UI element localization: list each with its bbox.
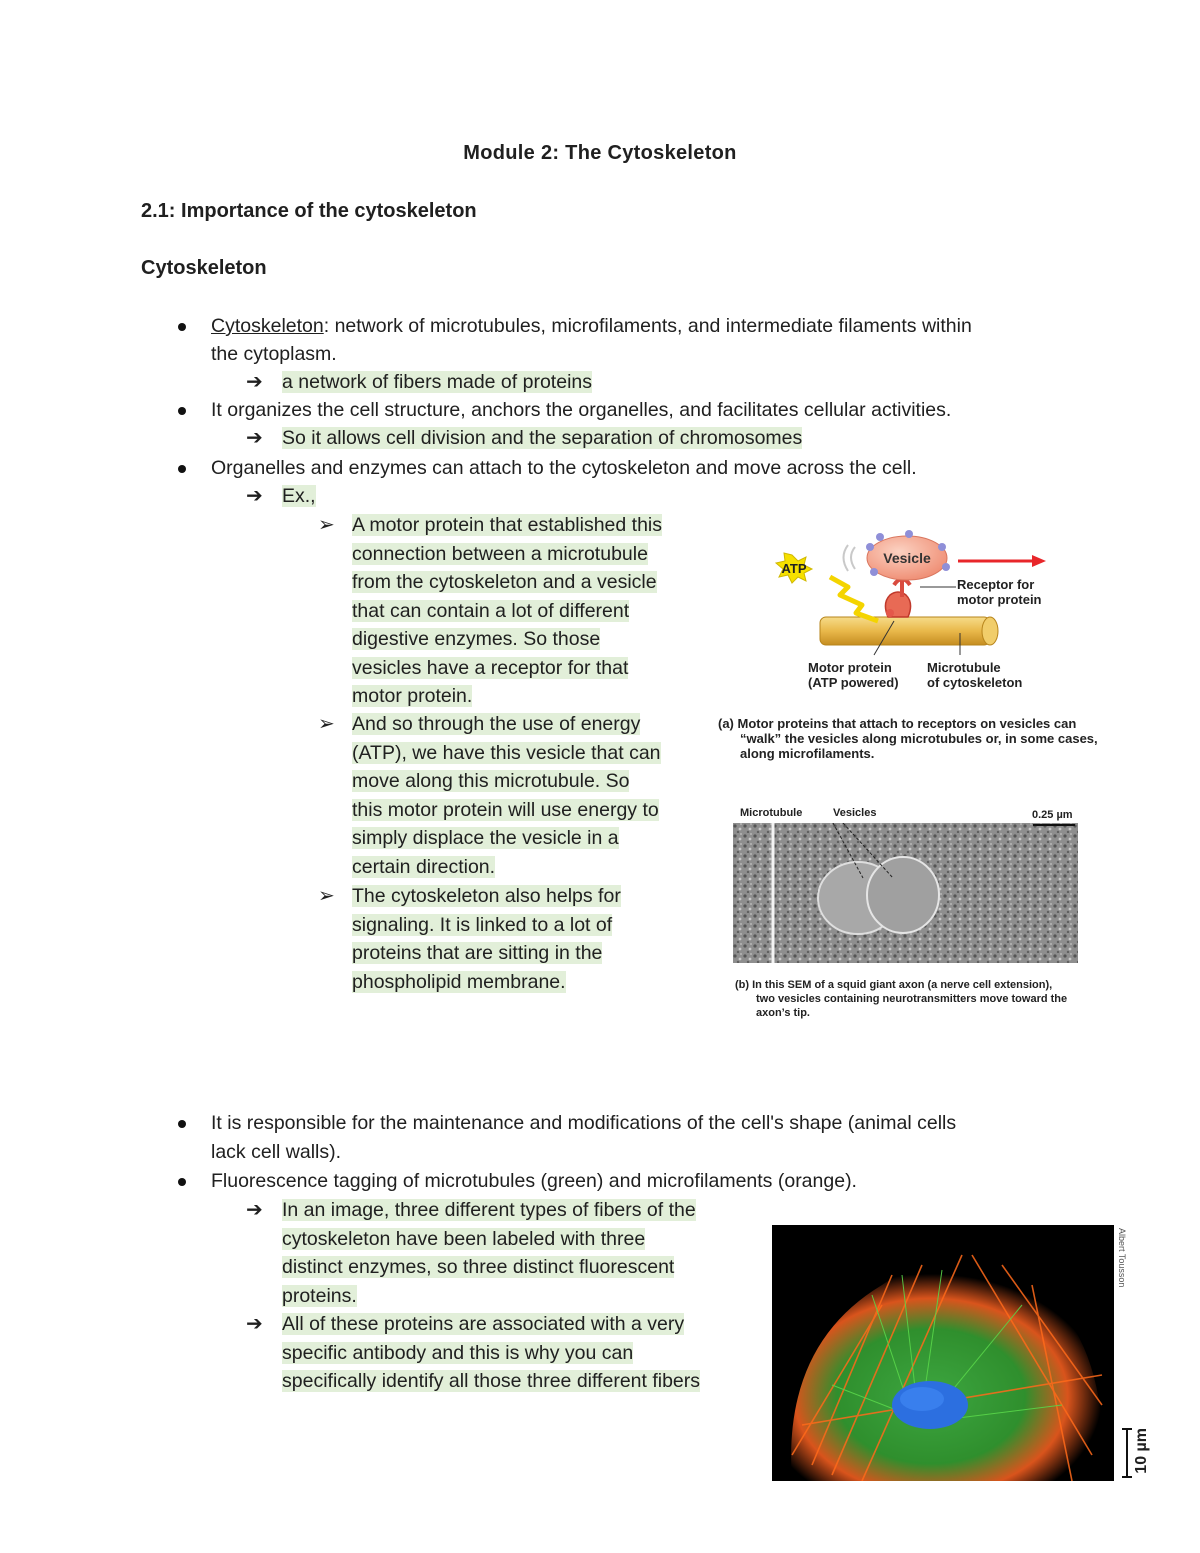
arrow-icon: ➔ xyxy=(246,1199,263,1221)
sem-image xyxy=(733,823,1078,963)
bullet-dot xyxy=(178,465,186,473)
highlighted-note: Ex., xyxy=(282,485,316,507)
list-item xyxy=(211,312,972,341)
example-line: digestive enzymes. So those xyxy=(352,628,601,650)
list-item: It organizes the cell structure, anchors the organelles, and facilitates cellular activities. xyxy=(211,399,952,421)
example-line: simply displace the vesicle in a xyxy=(352,827,619,849)
subsection-heading: Cytoskeleton xyxy=(141,257,267,279)
sem-microtubule-label: Microtubule xyxy=(740,807,803,819)
scale-label: 10 µm xyxy=(1133,1428,1150,1474)
arrow-icon: ➔ xyxy=(246,485,263,507)
example-block-3 xyxy=(352,882,621,996)
note-line: proteins. xyxy=(282,1284,357,1307)
bullet-dot xyxy=(178,407,186,415)
highlighted-note: So it allows cell division and the separation of chromosomes xyxy=(282,427,803,449)
note-block-2 xyxy=(282,1310,700,1396)
page-title: Module 2: The Cytoskeleton xyxy=(463,142,737,164)
figure-a-caption: (a) Motor proteins that attach to receptors on vesicles can “walk” the vesicles along microtubules or, in some cases, along microfilaments. xyxy=(718,716,1098,761)
highlighted-note: a network of fibers made of proteins xyxy=(282,371,592,393)
list-item: It is responsible for the maintenance and modifications of the cell's shape (animal cells xyxy=(211,1112,957,1134)
vesicle-label: Vesicle xyxy=(883,550,931,566)
example-line: And so through the use of energy xyxy=(352,713,641,735)
arrow-icon: ➔ xyxy=(246,1313,263,1335)
note-block-1 xyxy=(282,1196,696,1310)
figure-b-caption: (b) In this SEM of a squid giant axon (a nerve cell extension), two vesicles containing neurotransmitters move toward the axon’s tip. xyxy=(735,979,1068,1019)
fluorescence-image xyxy=(772,1225,1114,1481)
note-line: distinct enzymes, so three distinct fluorescent xyxy=(282,1256,675,1278)
list-item: Organelles and enzymes can attach to the cytoskeleton and move across the cell. xyxy=(211,457,917,479)
example-line: that can contain a lot of different xyxy=(352,599,630,622)
bullet-dot xyxy=(178,323,186,331)
example-line: A motor protein that established this xyxy=(352,514,663,536)
microtubule-label-2: of cytoskeleton xyxy=(927,675,1023,690)
note-line: specific antibody and this is why you can xyxy=(282,1341,634,1364)
scale-bar xyxy=(1122,1428,1132,1478)
example-line: The cytoskeleton also helps for xyxy=(352,885,621,907)
note-line: specifically identify all those three different fibers xyxy=(282,1370,701,1392)
definition-text: : network of microtubules, microfilaments, and intermediate filaments within xyxy=(323,315,972,337)
list-item-continuation: the cytoplasm. xyxy=(211,343,337,365)
example-line: vesicles have a receptor for that xyxy=(352,656,629,679)
arrow-icon: ➔ xyxy=(246,427,263,449)
note-line: All of these proteins are associated with a very xyxy=(282,1313,685,1335)
example-line: phospholipid membrane. xyxy=(352,970,566,993)
term-cytoskeleton: Cytoskeleton xyxy=(211,315,324,337)
example-line: this motor protein will use energy to xyxy=(352,798,659,821)
microtubule-label-1: Microtubule xyxy=(927,660,1001,675)
motor-label-1: Motor protein xyxy=(808,660,892,675)
bullet-dot xyxy=(178,1120,186,1128)
example-line: signaling. It is linked to a lot of xyxy=(352,913,613,936)
example-line: move along this microtubule. So xyxy=(352,770,630,792)
motor-label-2: (ATP powered) xyxy=(808,675,899,690)
triangle-bullet-icon: ➢ xyxy=(318,514,335,536)
note-line: cytoskeleton have been labeled with three xyxy=(282,1227,646,1250)
image-credit: Albert Tousson xyxy=(1117,1228,1127,1288)
arrow-icon: ➔ xyxy=(246,371,263,393)
example-line: (ATP), we have this vesicle that can xyxy=(352,741,661,764)
receptor-label-2: motor protein xyxy=(957,592,1042,607)
triangle-bullet-icon: ➢ xyxy=(318,713,335,735)
example-block-1 xyxy=(352,511,662,711)
example-line: motor protein. xyxy=(352,685,473,707)
list-item-continuation: lack cell walls). xyxy=(211,1141,342,1163)
list-item: Fluorescence tagging of microtubules (green) and microfilaments (orange). xyxy=(211,1170,857,1192)
sem-vesicles-label: Vesicles xyxy=(833,807,877,819)
example-line: connection between a microtubule xyxy=(352,542,648,565)
motor-protein-diagram xyxy=(770,525,1070,695)
bullet-dot xyxy=(178,1178,186,1186)
sem-scale-label: 0.25 µm xyxy=(1032,809,1073,821)
example-line: certain direction. xyxy=(352,855,496,878)
example-block-2 xyxy=(352,710,661,881)
example-line: from the cytoskeleton and a vesicle xyxy=(352,571,657,593)
section-heading: 2.1: Importance of the cytoskeleton xyxy=(141,200,477,222)
receptor-label-1: Receptor for xyxy=(957,577,1035,592)
note-line: In an image, three different types of fibers of the xyxy=(282,1199,696,1221)
example-line: proteins that are sitting in the xyxy=(352,942,603,964)
atp-label: ATP xyxy=(781,561,807,576)
triangle-bullet-icon: ➢ xyxy=(318,885,335,907)
